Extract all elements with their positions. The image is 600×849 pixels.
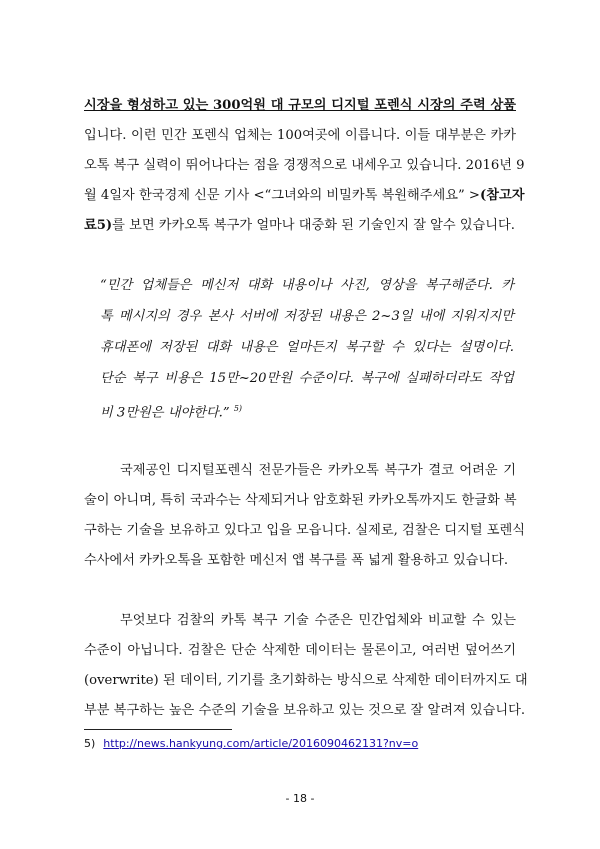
quote-line2: 톡 메시지의 경우 본사 서버에 저장된 내용은 2~3일 내에 지워지지만 (100, 309, 514, 324)
para2-line1: 국제공인 디지털포렌식 전문가들은 카카오톡 복구가 결코 어려운 기 (120, 463, 516, 478)
footnote (84, 736, 418, 752)
para3-line2: 수준이 아닙니다. 검찰은 단순 삭제한 데이터는 물론이고, 여러번 덮어쓰기 (84, 643, 516, 658)
highlighted-phrase: 시장을 형성하고 있는 300억원 대 규모의 디지털 포렌식 시장의 주력 상품 (84, 98, 516, 113)
para1-line4 (84, 187, 525, 205)
quote-line5 (100, 400, 514, 422)
para2-line4: 수사에서 카카오톡을 포함한 메신저 앱 복구를 폭 넓게 활용하고 있습니다. (84, 553, 509, 568)
para1-line5 (84, 217, 516, 235)
para3-line4: 부분 복구하는 높은 수준의 기술을 보유하고 있는 것으로 잘 알려져 있습니다. (84, 703, 526, 718)
page-number: - 18 - (285, 792, 315, 805)
footnote-ref-mark: 5) (233, 404, 243, 413)
para1-line2: 입니다. 이런 민간 포렌식 업체는 100여곳에 이릅니다. 이들 대부분은 카카 (84, 128, 516, 143)
para1-line3: 오톡 복구 실력이 뛰어나다는 점을 경쟁적으로 내세우고 있습니다. 2016년 9 (84, 158, 525, 173)
quote-line5-text: 비 3만원은 내야한다.” (100, 405, 230, 421)
para1-line1 (84, 97, 516, 115)
para2-line2: 술이 아니며, 특히 국과수는 삭제되거나 암호화된 카카오톡까지도 한글화 복 (84, 493, 517, 508)
quote-line3: 휴대폰에 저장된 대화 내용은 얼마든지 복구할 수 있다는 설명이다. (100, 340, 514, 355)
para1-line5-text: 를 보면 카카오톡 복구가 얼마나 대중화 된 기술인지 잘 알수 있습니다. (112, 218, 515, 233)
footnote-link[interactable]: http://news.hankyung.com/article/2016090462131?nv=o (103, 737, 419, 750)
quote-line1: “민간 업체들은 메신저 대화 내용이나 사진, 영상을 복구해준다. 카 (100, 278, 514, 293)
para1-line4-text: 월 4일자 한국경제 신문 기사 <“그녀와의 비밀카톡 복원해주세요” > (84, 188, 480, 203)
reference-label-cont: 료5) (84, 218, 113, 233)
footnote-separator (84, 729, 232, 730)
quote-line4: 단순 복구 비용은 15만~20만원 수준이다. 복구에 실패하더라도 작업 (100, 371, 514, 386)
para3-line1: 무엇보다 검찰의 카톡 복구 기술 수준은 민간업체와 비교할 수 있는 (120, 613, 516, 628)
para3-line3: (overwrite) 된 데이터, 기기를 초기화하는 방식으로 삭제한 데이터까지도 대 (84, 673, 528, 688)
reference-label: (참고자 (480, 188, 525, 203)
footnote-number: 5) (84, 737, 96, 750)
para2-line3: 구하는 기술을 보유하고 있다고 입을 모읍니다. 실제로, 검찰은 디지털 포렌식 (84, 523, 526, 538)
